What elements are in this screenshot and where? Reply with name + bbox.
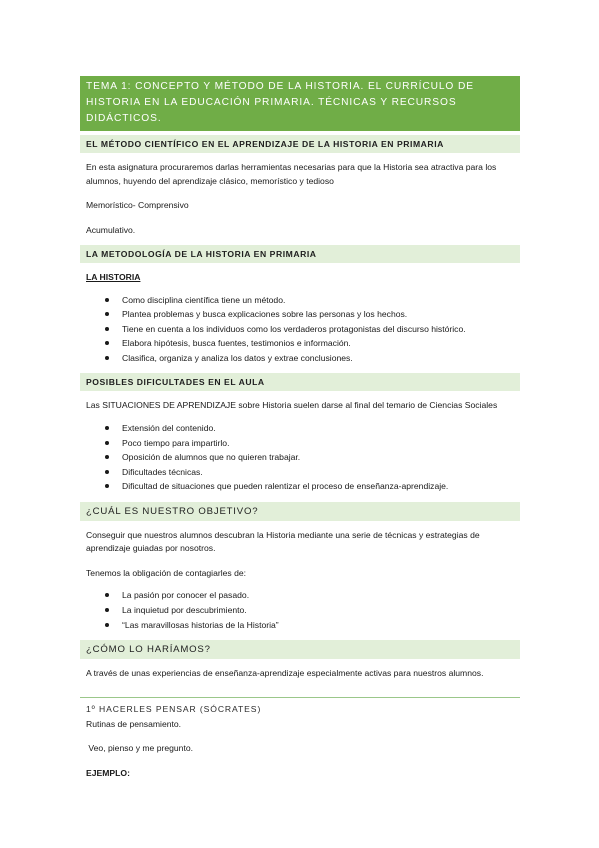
paragraph-obligacion: Tenemos la obligación de contagiarles de: [86,567,247,578]
list-item: La pasión por conocer el pasado. [80,588,520,603]
document-title: TEMA 1: CONCEPTO Y MÉTODO DE LA HISTORIA. EL CURRÍCULO DE HISTORIA EN LA EDUCACIÓN PRIMARIA. TÉCNICAS Y RECURSOS DIDÁCTICOS. [80,76,520,131]
list-item: Poco tiempo para impartirlo. [80,436,520,451]
list-item: La inquietud por descubrimiento. [80,603,520,618]
paragraph-objetivo-intro: Conseguir que nuestros alumnos descubran la Historia mediante una serie de técnicas y estrategias de aprendizaje guiadas por nosotros. [86,529,480,554]
paragraph-memoristico: Memorístico- Comprensivo [86,200,189,210]
list-item: Elabora hipótesis, busca fuentes, testimonios e información. [80,336,520,351]
list-item: Dificultades técnicas. [80,465,520,480]
list-item: Como disciplina científica tiene un método. [80,293,520,308]
paragraph-dificultades-intro: Las SITUACIONES DE APRENDIZAJE sobre Historia suelen darse al final del temario de Ciencias Sociales [86,400,498,411]
list-dificultades [80,421,520,494]
list-metodologia [80,293,520,366]
paragraph-como-intro: A través de unas experiencias de enseñanza-aprendizaje especialmente activas para nuestros alumnos. [86,668,484,679]
subheading-hacerles-pensar: 1º HACERLES PENSAR (SÓCRATES) [86,703,262,714]
list-objetivo [80,588,520,632]
list-item: “Las maravillosas historias de la Historia” [80,618,520,633]
list-item: Extensión del contenido. [80,421,520,436]
list-item: Oposición de alumnos que no quieren trabajar. [80,450,520,465]
paragraph-acumulativo: Acumulativo. [86,224,136,235]
section-heading-metodologia: LA METODOLOGÍA DE LA HISTORIA EN PRIMARIA [80,245,520,263]
paragraph-veo-pienso: Veo, pienso y me pregunto. [86,743,194,754]
paragraph-ejemplo: EJEMPLO: [86,767,130,778]
section-heading-dificultades: POSIBLES DIFICULTADES EN EL AULA [80,373,520,391]
section-heading-objetivo: ¿CUÁL ES NUESTRO OBJETIVO? [80,502,520,521]
list-item: Dificultad de situaciones que pueden ralentizar el proceso de enseñanza-aprendizaje. [80,479,520,494]
section-heading-metodo: EL MÉTODO CIENTÍFICO EN EL APRENDIZAJE DE LA HISTORIA EN PRIMARIA [80,135,520,153]
section-heading-como: ¿CÓMO LO HARÍAMOS? [80,640,520,659]
list-item: Tiene en cuenta a los individuos como los verdaderos protagonistas del discurso histórico. [80,322,520,337]
paragraph-rutinas: Rutinas de pensamiento. [86,718,182,729]
list-item: Clasifica, organiza y analiza los datos y extrae conclusiones. [80,351,520,366]
document-page [80,76,520,780]
subheading-la-historia: LA HISTORIA [86,272,141,282]
list-item: Plantea problemas y busca explicaciones sobre las personas y los hechos. [80,307,520,322]
paragraph-metodo-intro: En esta asignatura procuraremos darlas herramientas necesarias para que la Historia sea atractiva para los alumnos, huyendo del aprendizaje clásico, memorístico y tedioso [86,162,497,186]
